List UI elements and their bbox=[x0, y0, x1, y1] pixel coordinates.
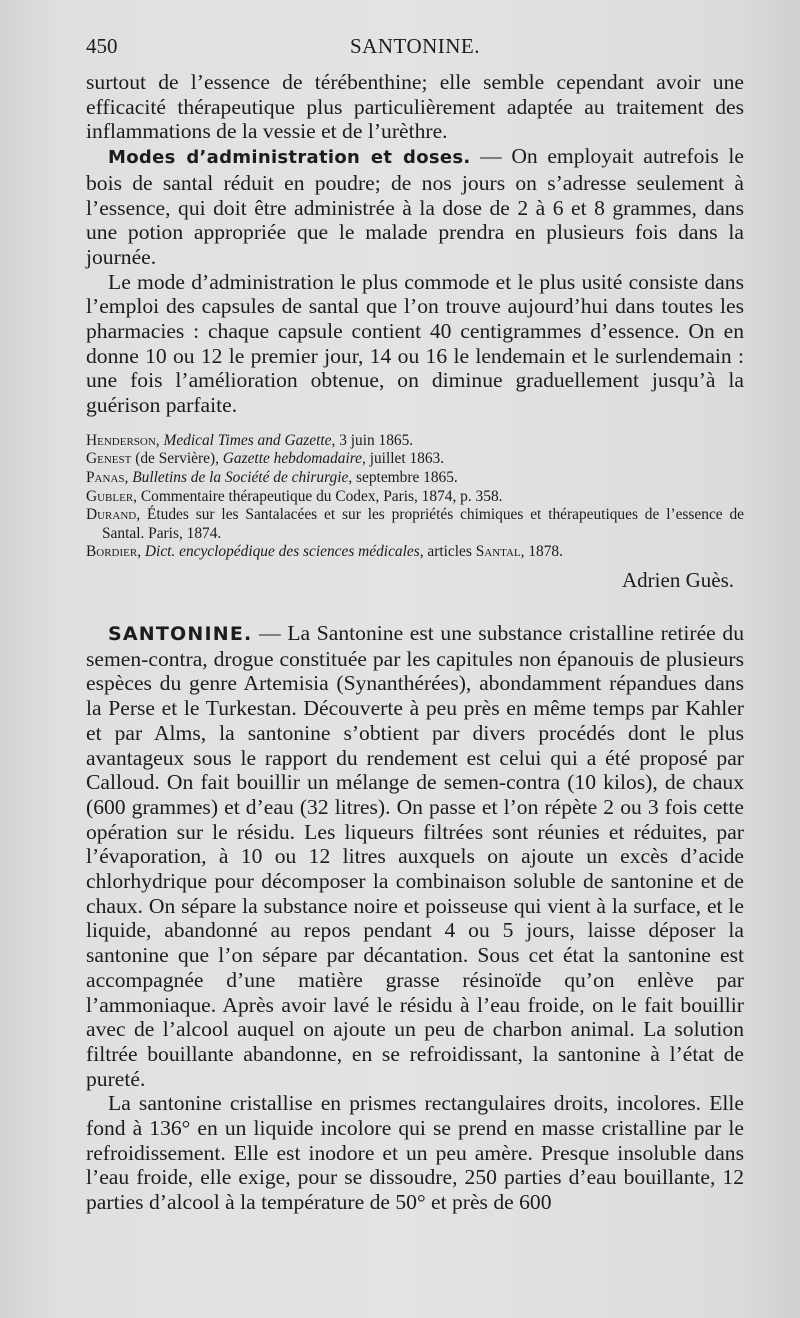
santonine-properties-paragraph: La santonine cristallise en prismes rectangulaires droits, incolores. Elle fond à 136° en un liquide incolore qui se prend en masse cristalline par le refroidissement. Elle est inodore et un peu amère. Presque insoluble dans l’eau froide, elle exige, pour se dissoudre, 250 parties d’eau bouillante, 12 parties d’alcool à la température de 50° et près de 600 bbox=[86, 1091, 744, 1215]
reference-item: Durand, Études sur les Santalacées et sur les propriétés chimiques et thérapeutiques de l’essence de Santal. Paris, 1874. bbox=[86, 506, 745, 542]
reference-author: Genest bbox=[86, 450, 132, 468]
reference-title: Gazette hebdomadaire bbox=[222, 450, 362, 468]
running-head bbox=[86, 34, 744, 62]
reference-item: Bordier, Dict. encyclopédique des sciences médicales, articles Santal, 1878. bbox=[86, 543, 563, 561]
reference-item: Gubler, Commentaire thérapeutique du Codex, Paris, 1874, p. 358. bbox=[86, 487, 503, 505]
santonine-paragraph bbox=[86, 621, 744, 1091]
author-signature: Adrien Guès. bbox=[622, 568, 734, 592]
reference-title: Dict. encyclopédique des sciences médicales bbox=[144, 543, 420, 561]
page-number: 450 bbox=[86, 34, 118, 58]
reference-item: Henderson, Medical Times and Gazette, 3 juin 1865. bbox=[86, 431, 414, 449]
references-list bbox=[86, 432, 744, 562]
reference-author: Panas bbox=[86, 469, 125, 487]
running-title: SANTONINE. bbox=[349, 34, 481, 58]
section-gap bbox=[86, 593, 744, 621]
reference-author: Gubler bbox=[86, 487, 134, 505]
santal-closing-paragraph: surtout de l’essence de térébenthine; elle semble cependant avoir une efficacité thérapeutique plus particulièrement adaptée au traitement des inflammations de la vessie et de l’urèthre. bbox=[86, 70, 744, 144]
santonine-first-text: — La Santonine est une substance cristalline retirée du semen-contra, drogue constituée par les capitules non épanouis de plusieurs espèces du genre Artemisia (Synanthérées), abondamment répandues dans la Perse et le Turkestan. Découverte à peu près en même temps par Kahler et par Alms, la santonine s’obtient par divers procédés dont le plus avantageux sous le rapport du rendement est celui qui a été proposé par Calloud. On fait bouillir un mélange de semen-contra (10 kilos), de chaux (600 grammes) et d’eau (32 litres). On passe et l’on répète 2 ou 3 fois cette opération sur le résidu. Les liqueurs filtrées sont réunies et réduites, par l’évaporation, à 10 ou 12 litres auxquels on ajoute un excès d’acide chlorhydrique pour décomposer la combinaison soluble de santonine et de chaux. On sépare la substance noire et poisseuse qui vient à la surface, et le liquide, abandonné au repos pendant 4 ou 5 jours, laisse déposer la santonine que l’on sépare par décantation. Sous cet état la santonine est accompagnée d’une matière grasse résinoïde qu’on enlève par l’ammoniaque. Après avoir lavé le résidu à l’eau froide, on le fait bouillir avec de l’alcool auquel on ajoute un peu de charbon animal. La solution filtrée bouillante abandonne, en se refroidissant, la santonine à l’état de pureté. bbox=[86, 621, 744, 1091]
entry-title-santonine: SANTONINE. bbox=[108, 623, 253, 645]
reference-author: Henderson bbox=[86, 431, 156, 449]
reference-author: Bordier bbox=[86, 543, 138, 561]
modes-paragraph bbox=[86, 144, 744, 270]
capsules-paragraph: Le mode d’administration le plus commode et le plus usité consiste dans l’emploi des capsules de santal que l’on trouve aujourd’hui dans toutes les pharmacies : chaque capsule contient 40 centigrammes d’essence. On en donne 10 ou 12 le premier jour, 14 ou 16 le lendemain et le surlendemain : une fois l’amélioration obtenue, on diminue graduellement jusqu’à la guérison parfaite. bbox=[86, 269, 744, 418]
modes-text: — On employait autrefois le bois de santal réduit en poudre; de nos jours on s’adresse seulement à l’essence, qui doit être administrée à la dose de 2 à 6 et 8 grammes, dans une potion appropriée que le malade prendra en plusieurs fois dans la journée. bbox=[86, 144, 744, 269]
reference-item: Panas, Bulletins de la Société de chirurgie, septembre 1865. bbox=[86, 469, 458, 487]
reference-item: Genest (de Servière), Gazette hebdomadaire, juillet 1863. bbox=[86, 450, 445, 468]
modes-heading: Modes d’administration et doses. bbox=[108, 147, 471, 169]
reference-author: Durand bbox=[86, 506, 137, 524]
body-text bbox=[86, 70, 744, 1215]
reference-title: Bulletins de la Société de chirurgie bbox=[132, 469, 349, 487]
reference-title: Medical Times and Gazette bbox=[163, 431, 332, 449]
